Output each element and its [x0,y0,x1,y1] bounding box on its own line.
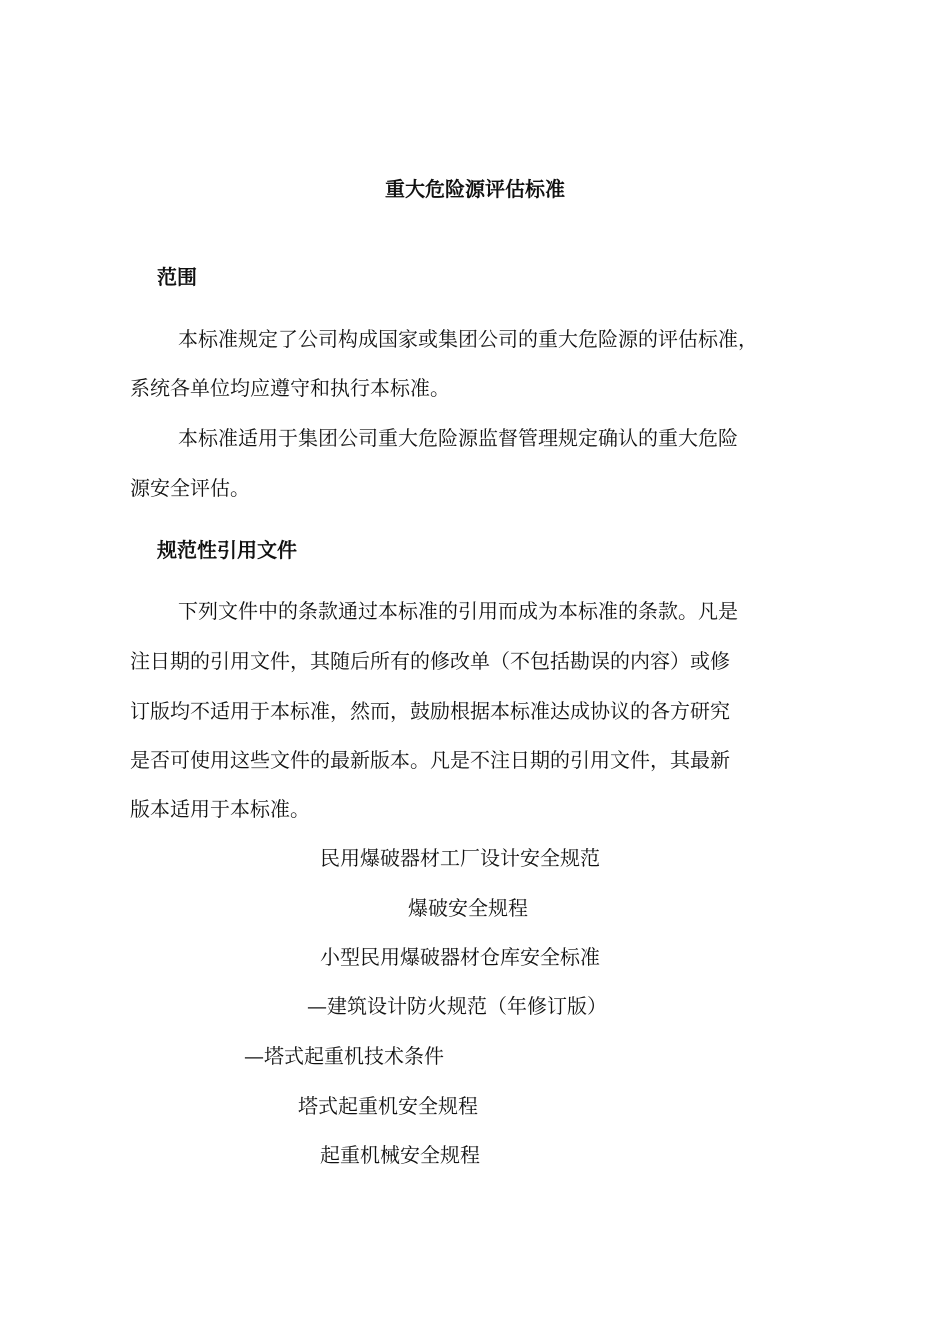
reference-item: 民用爆破器材工厂设计安全规范 [320,846,600,870]
section-heading-references: 规范性引用文件 [157,538,297,562]
reference-item: 爆破安全规程 [408,896,528,920]
reference-item: 起重机械安全规程 [320,1143,480,1167]
document-title: 重大危险源评估标准 [385,177,565,201]
references-paragraph-line: 是否可使用这些文件的最新版本。凡是不注日期的引用文件，其最新 [130,748,730,772]
section-heading-scope: 范围 [157,265,197,289]
scope-paragraph-line: 源安全评估。 [130,476,250,500]
references-paragraph-line: 下列文件中的条款通过本标准的引用而成为本标准的条款。凡是 [178,599,738,623]
scope-paragraph-line: 本标准适用于集团公司重大危险源监督管理规定确认的重大危险 [178,426,738,450]
reference-item: —塔式起重机技术条件 [244,1044,444,1068]
reference-item: 小型民用爆破器材仓库安全标准 [320,945,600,969]
reference-item: 塔式起重机安全规程 [298,1094,478,1118]
references-paragraph-line: 版本适用于本标准。 [130,797,310,821]
references-paragraph-line: 注日期的引用文件，其随后所有的修改单（不包括勘误的内容）或修 [130,649,730,673]
references-paragraph-line: 订版均不适用于本标准，然而，鼓励根据本标准达成协议的各方研究 [130,699,730,723]
scope-paragraph-line: 系统各单位均应遵守和执行本标准。 [130,376,450,400]
scope-paragraph-line: 本标准规定了公司构成国家或集团公司的重大危险源的评估标准， [178,327,758,351]
reference-item: —建筑设计防火规范（年修订版） [307,994,607,1018]
